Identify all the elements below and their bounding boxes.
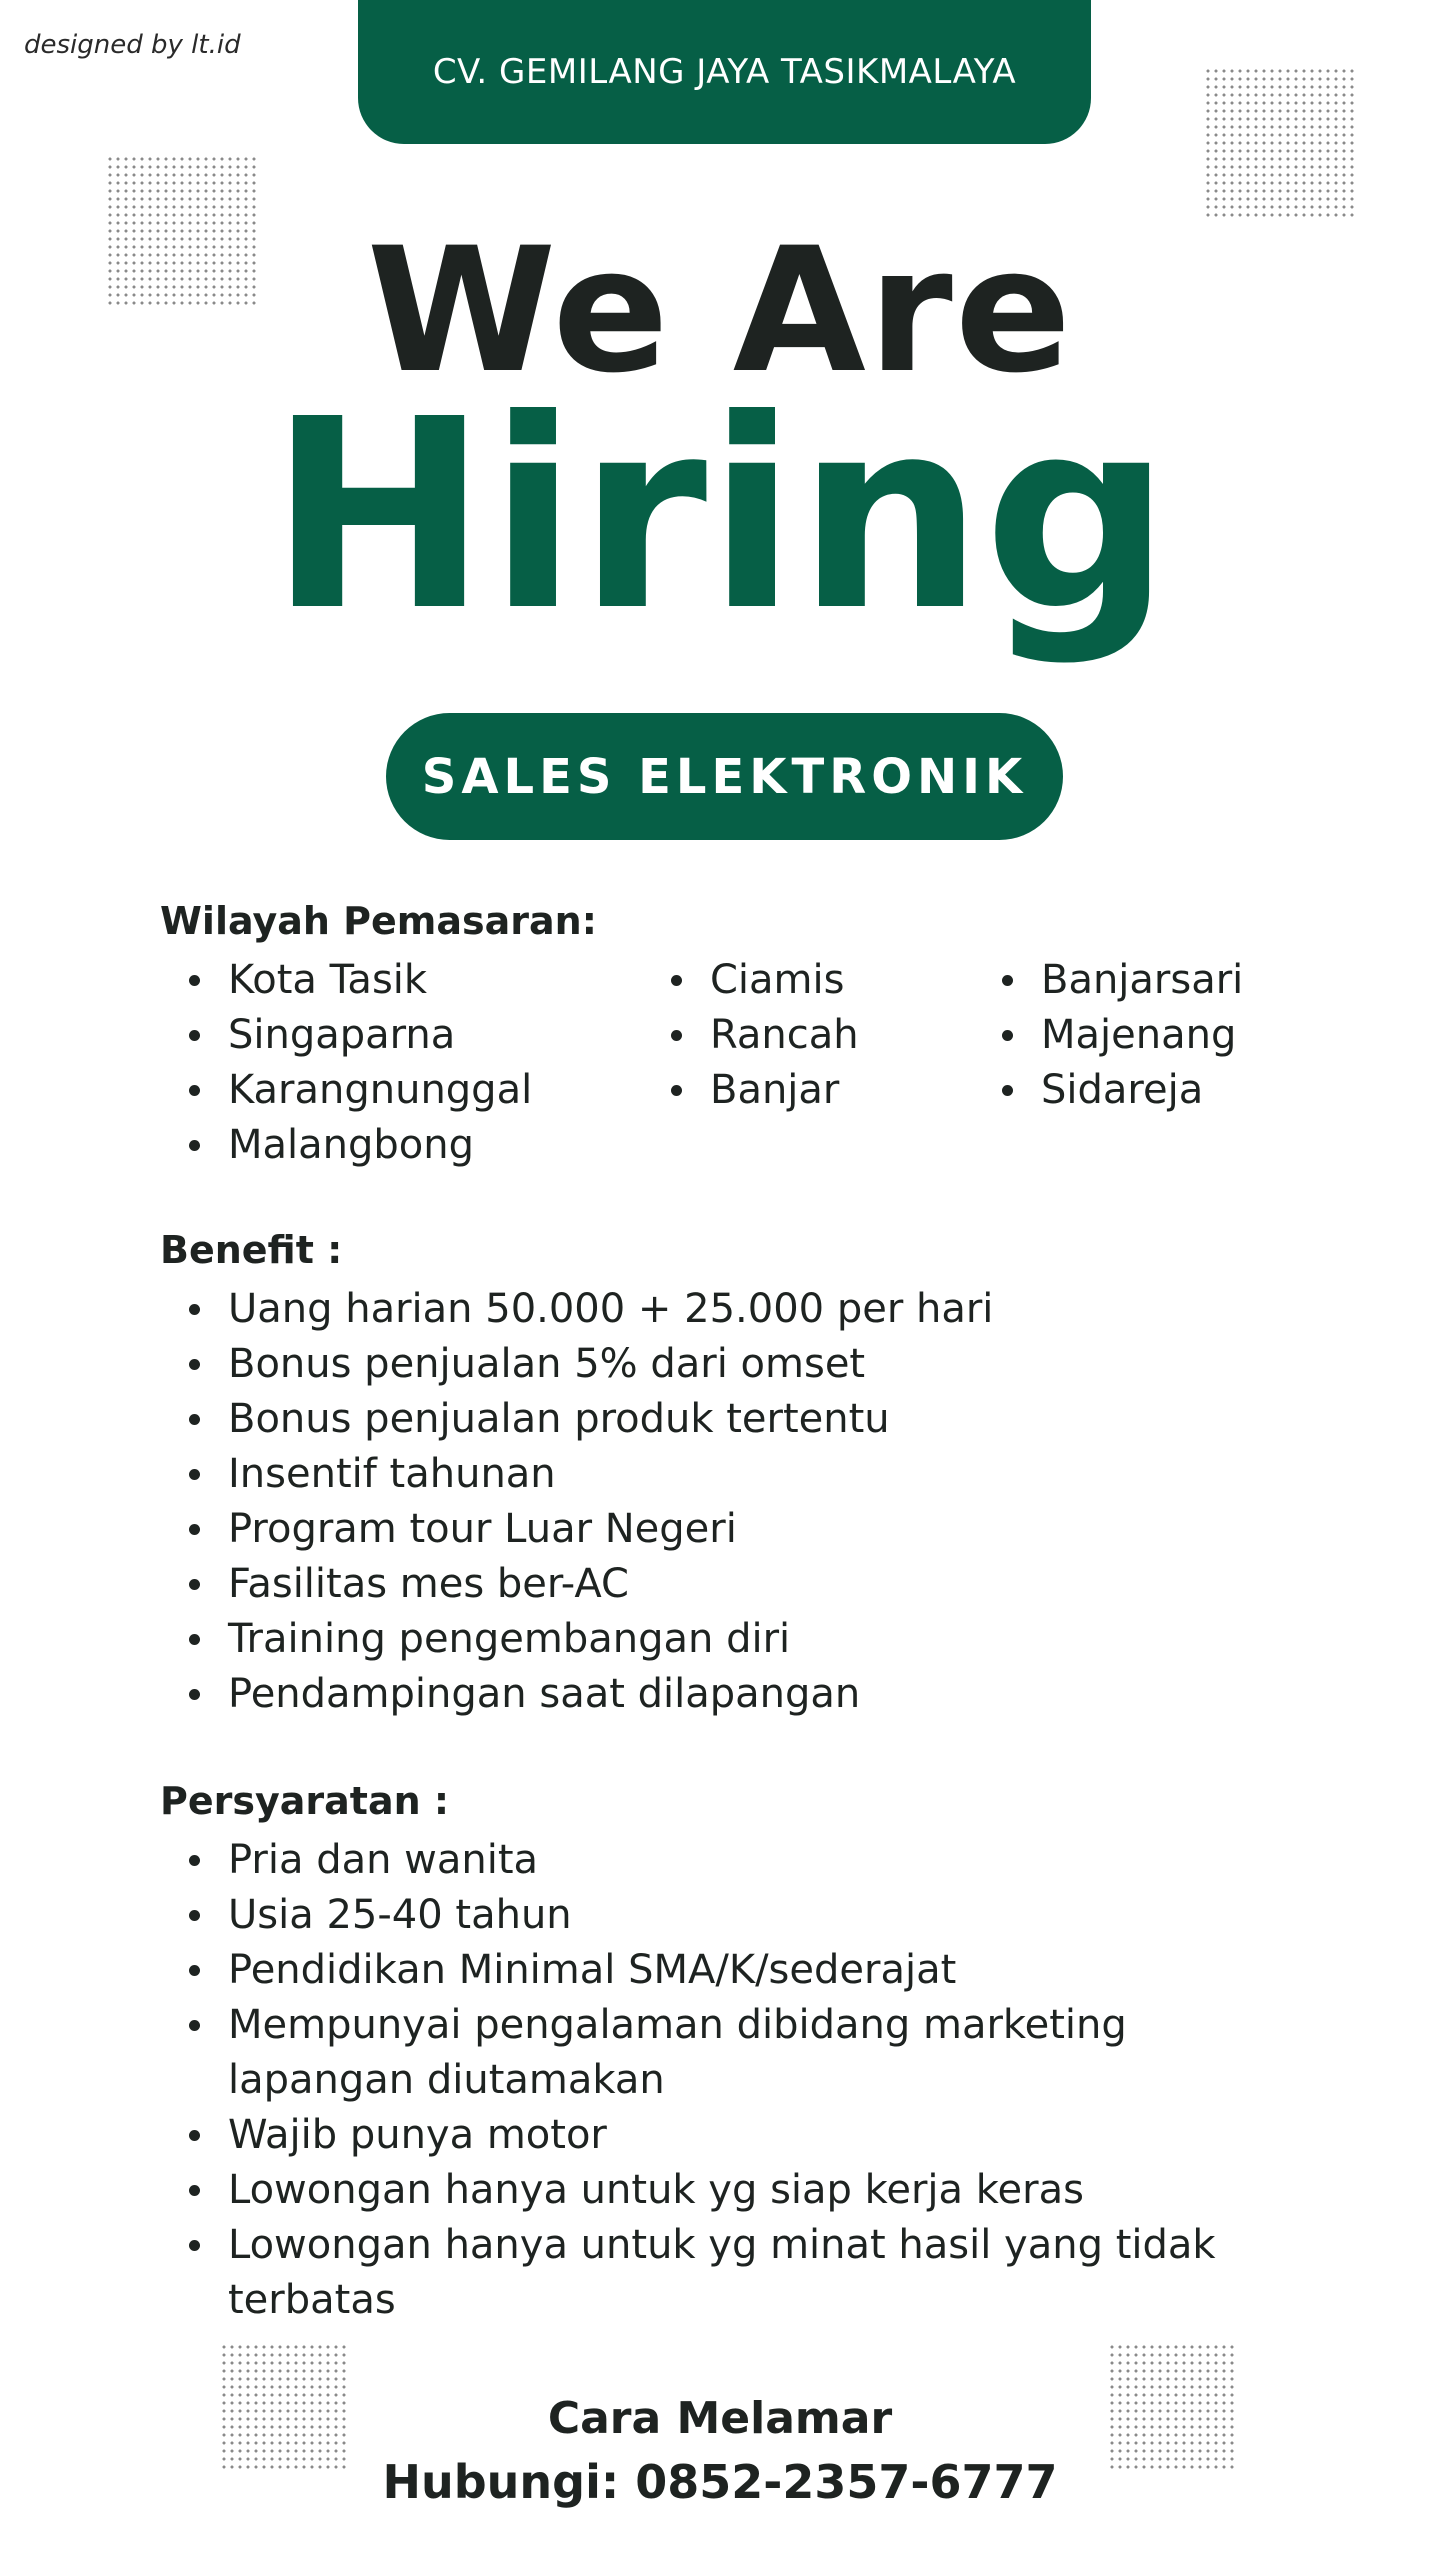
list-item: Pendampingan saat dilapangan xyxy=(160,1667,1260,1722)
list-item: Pendidikan Minimal SMA/K/sederajat xyxy=(160,1943,1250,1998)
list-item: Sidareja xyxy=(973,1063,1243,1118)
list-item: Bonus penjualan 5% dari omset xyxy=(160,1337,1260,1392)
headline-we-are: We Are xyxy=(366,210,1074,411)
list-item: Lowongan hanya untuk yg minat hasil yang tidak terbatas xyxy=(160,2218,1250,2328)
wilayah-title: Wilayah Pemasaran: xyxy=(160,899,597,943)
persyaratan-list xyxy=(160,1833,1250,2328)
position-badge xyxy=(386,713,1063,840)
list-item: Pria dan wanita xyxy=(160,1833,1250,1888)
list-item: Kota Tasik xyxy=(160,953,532,1008)
wilayah-column-3 xyxy=(973,953,1243,1118)
company-name: CV. GEMILANG JAYA TASIKMALAYA xyxy=(432,52,1017,92)
dot-pattern-decoration xyxy=(1204,67,1356,219)
list-item: Banjar xyxy=(642,1063,859,1118)
list-item: Rancah xyxy=(642,1008,859,1063)
list-item: Karangnunggal xyxy=(160,1063,532,1118)
company-name-banner xyxy=(358,0,1091,144)
wilayah-column-1 xyxy=(160,953,532,1173)
benefit-title: Benefit : xyxy=(160,1228,343,1272)
benefit-list xyxy=(160,1282,1260,1722)
list-item: Insentif tahunan xyxy=(160,1447,1260,1502)
list-item: Training pengembangan diri xyxy=(160,1612,1260,1667)
apply-title: Cara Melamar xyxy=(547,2393,893,2444)
designer-credit: designed by lt.id xyxy=(24,30,241,60)
list-item: Bonus penjualan produk tertentu xyxy=(160,1392,1260,1447)
contact-phone: Hubungi: 0852-2357-6777 xyxy=(382,2455,1058,2509)
headline-hiring: Hiring xyxy=(268,363,1172,668)
list-item: Usia 25-40 tahun xyxy=(160,1888,1250,1943)
wilayah-column-2 xyxy=(642,953,859,1118)
list-item: Mempunyai pengalaman dibidang marketing lapangan diutamakan xyxy=(160,1998,1250,2108)
position-title: SALES ELEKTRONIK xyxy=(421,748,1028,805)
persyaratan-title: Persyaratan : xyxy=(160,1779,450,1823)
list-item: Wajib punya motor xyxy=(160,2108,1250,2163)
list-item: Ciamis xyxy=(642,953,859,1008)
list-item: Singaparna xyxy=(160,1008,532,1063)
list-item: Malangbong xyxy=(160,1118,532,1173)
list-item: Fasilitas mes ber-AC xyxy=(160,1557,1260,1612)
list-item: Lowongan hanya untuk yg siap kerja keras xyxy=(160,2163,1250,2218)
list-item: Uang harian 50.000 + 25.000 per hari xyxy=(160,1282,1260,1337)
list-item: Majenang xyxy=(973,1008,1243,1063)
list-item: Banjarsari xyxy=(973,953,1243,1008)
list-item: Program tour Luar Negeri xyxy=(160,1502,1260,1557)
